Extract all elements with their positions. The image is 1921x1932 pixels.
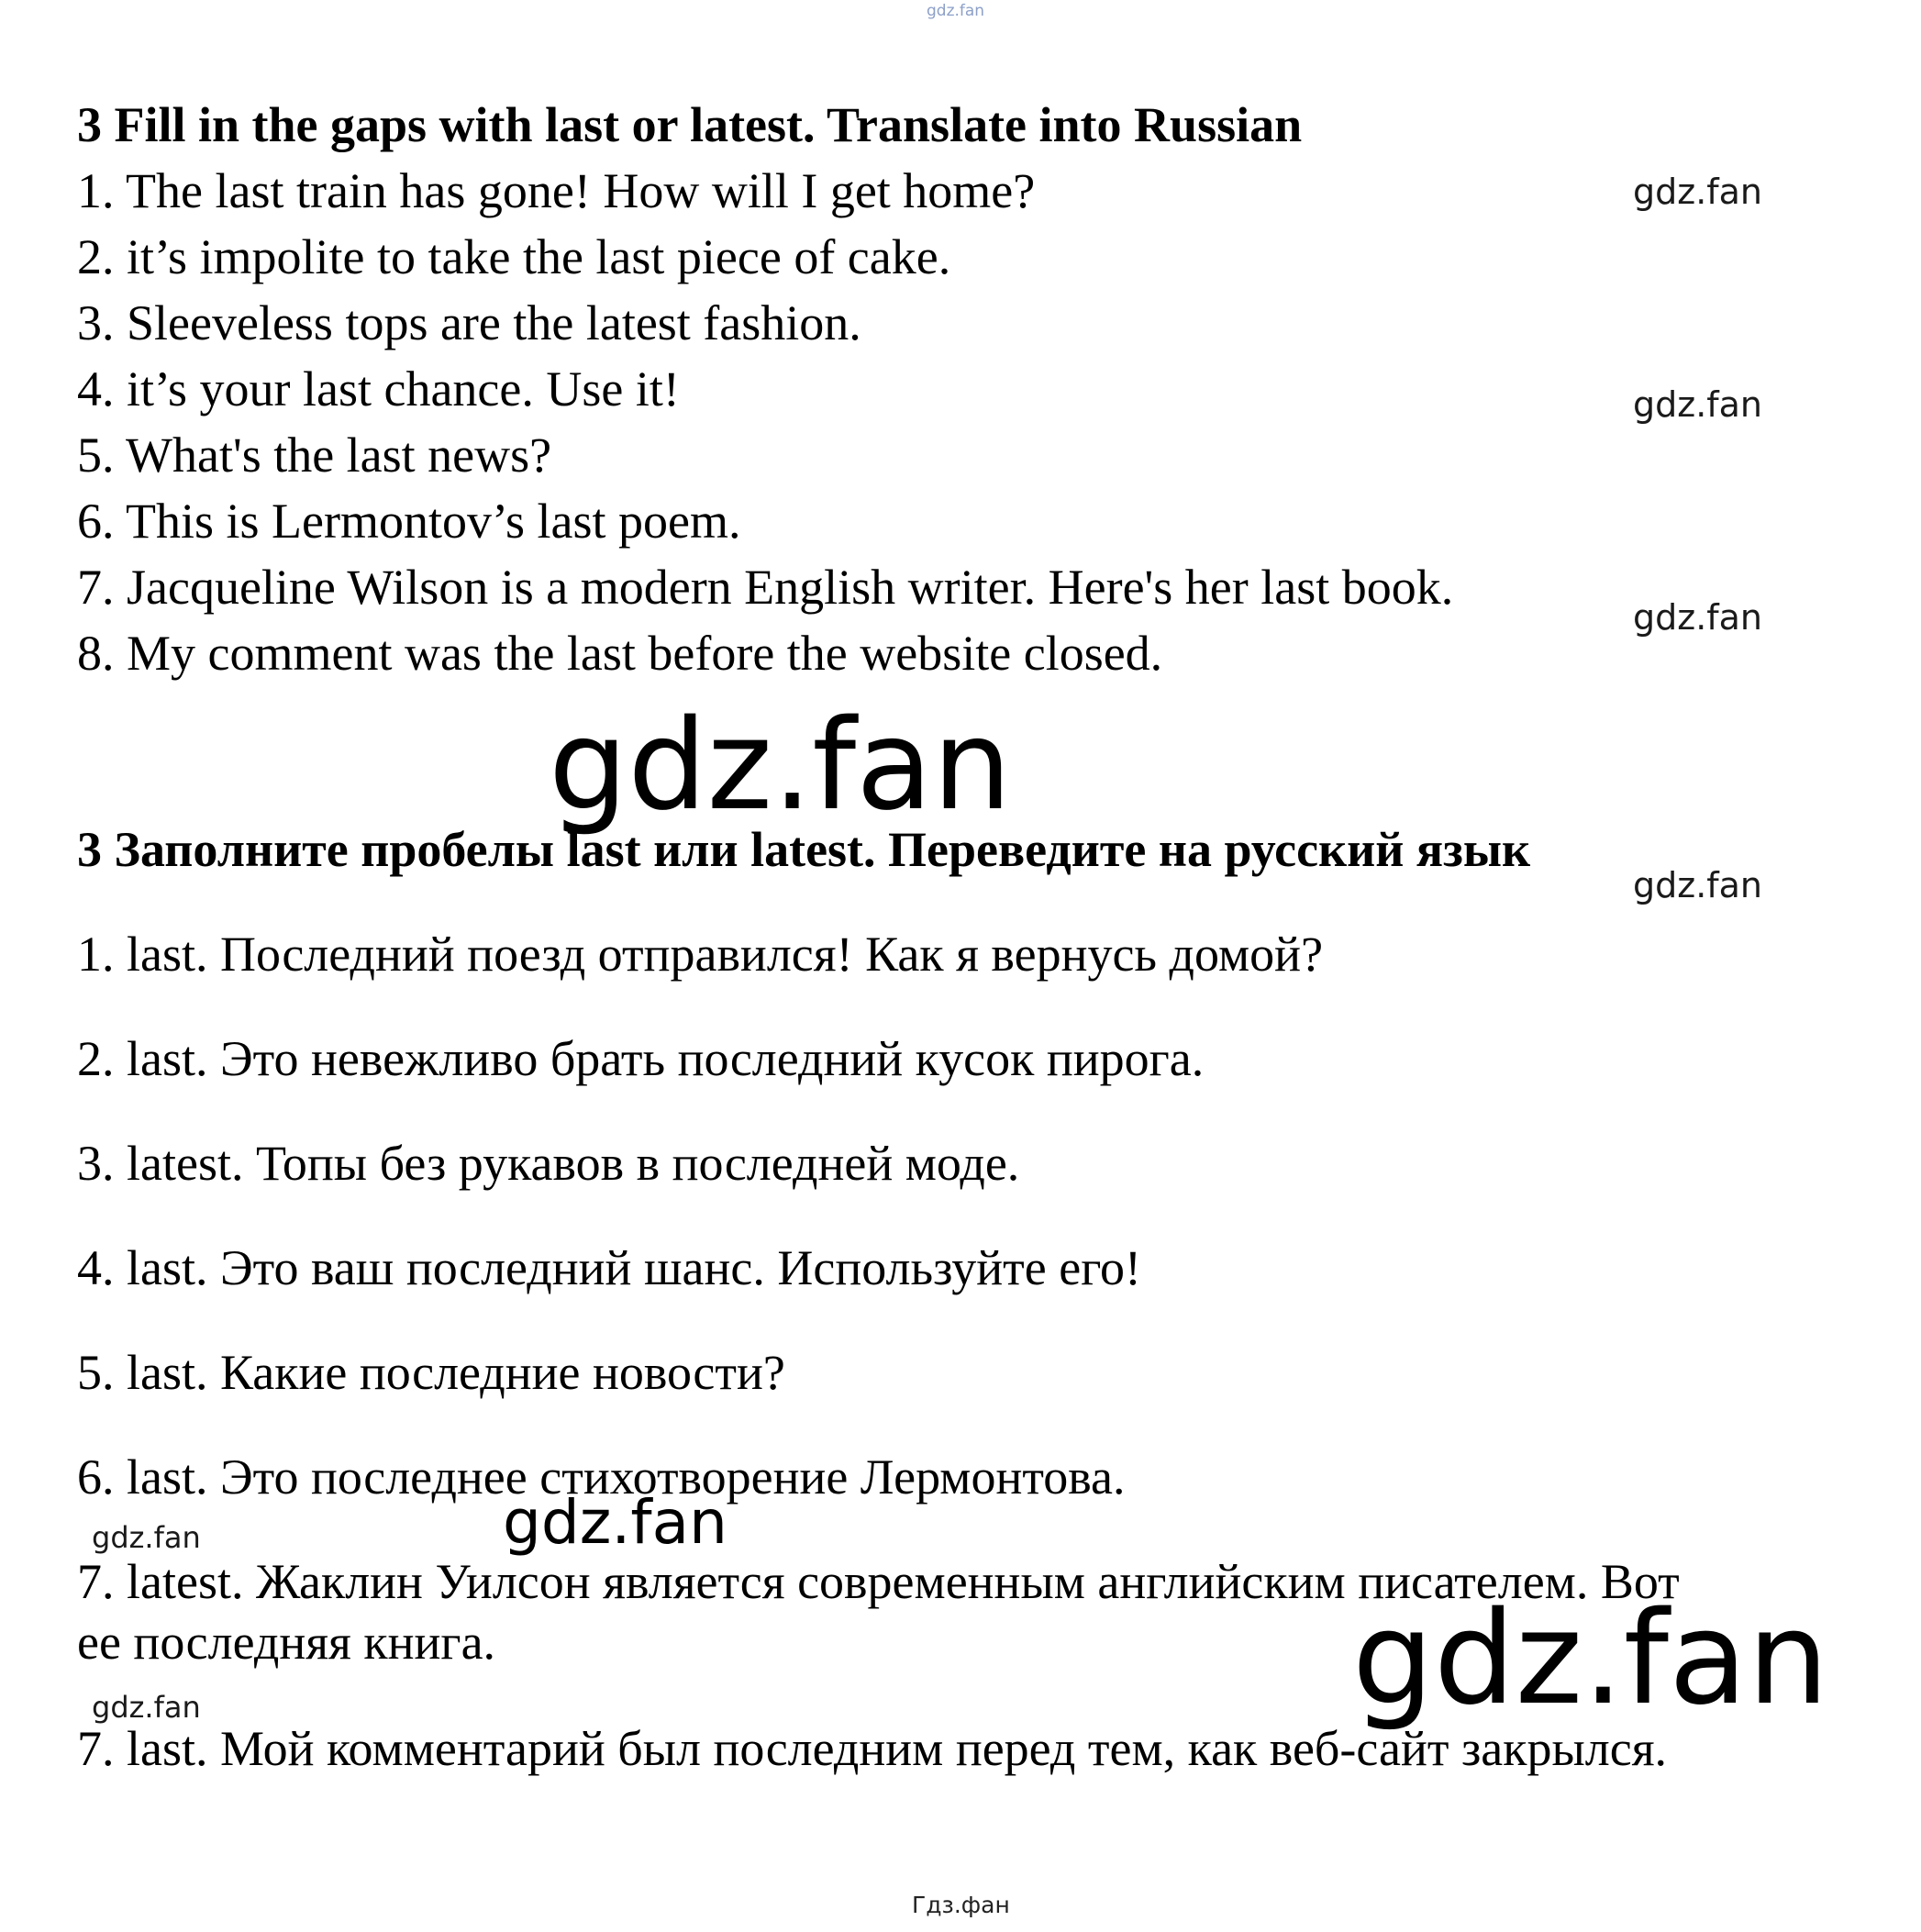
english-item-4: 4. it’s your last chance. Use it! [77,361,680,416]
watermark-medium: gdz.fan [503,1487,727,1558]
watermark-small: gdz.fan [1633,172,1763,212]
watermark-small: gdz.fan [92,1690,201,1725]
english-item-8: 8. My comment was the last before the website closed. [77,626,1163,681]
english-item-6: 6. This is Lermontov’s last poem. [77,494,741,549]
russian-item-5: 5. last. Какие последние новости? [77,1345,785,1400]
russian-heading: 3 Заполните пробелы last или latest. Переведите на русский язык [77,822,1531,877]
english-item-1: 1. The last train has gone! How will I get home? [77,163,1036,218]
russian-item-4: 4. last. Это ваш последний шанс. Используйте его! [77,1240,1141,1295]
russian-item-6: 6. last. Это последнее стихотворение Лермонтова. [77,1449,1126,1505]
watermark-top: gdz.fan [927,2,985,20]
watermark-small: gdz.fan [1633,597,1763,638]
watermark-footer: Гдз.фан [912,1892,1010,1918]
english-heading: 3 Fill in the gaps with last or latest. Translate into Russian [77,97,1303,152]
watermark-large: gdz.fan [1352,1584,1829,1734]
english-item-5: 5. What's the last news? [77,427,552,483]
english-item-7: 7. Jacqueline Wilson is a modern English writer. Here's her last book. [77,560,1454,615]
english-item-2: 2. it’s impolite to take the last piece of cake. [77,229,951,284]
watermark-small: gdz.fan [92,1520,201,1555]
russian-item-7-continued: ее последняя книга. [77,1615,496,1670]
russian-item-1: 1. last. Последний поезд отправился! Как я вернусь домой? [77,927,1324,982]
english-item-3: 3. Sleeveless tops are the latest fashion. [77,295,861,350]
watermark-small: gdz.fan [1633,384,1763,425]
watermark-small: gdz.fan [1633,865,1763,905]
russian-item-3: 3. latest. Топы без рукавов в последней моде. [77,1136,1020,1191]
watermark-large: gdz.fan [549,694,1012,838]
russian-item-7: 7. latest. Жаклин Уилсон является современным английским писателем. Вот [77,1554,1680,1609]
russian-item-8: 7. last. Мой комментарий был последним перед тем, как веб-сайт закрылся. [77,1721,1668,1776]
russian-item-2: 2. last. Это невежливо брать последний кусок пирога. [77,1031,1205,1086]
